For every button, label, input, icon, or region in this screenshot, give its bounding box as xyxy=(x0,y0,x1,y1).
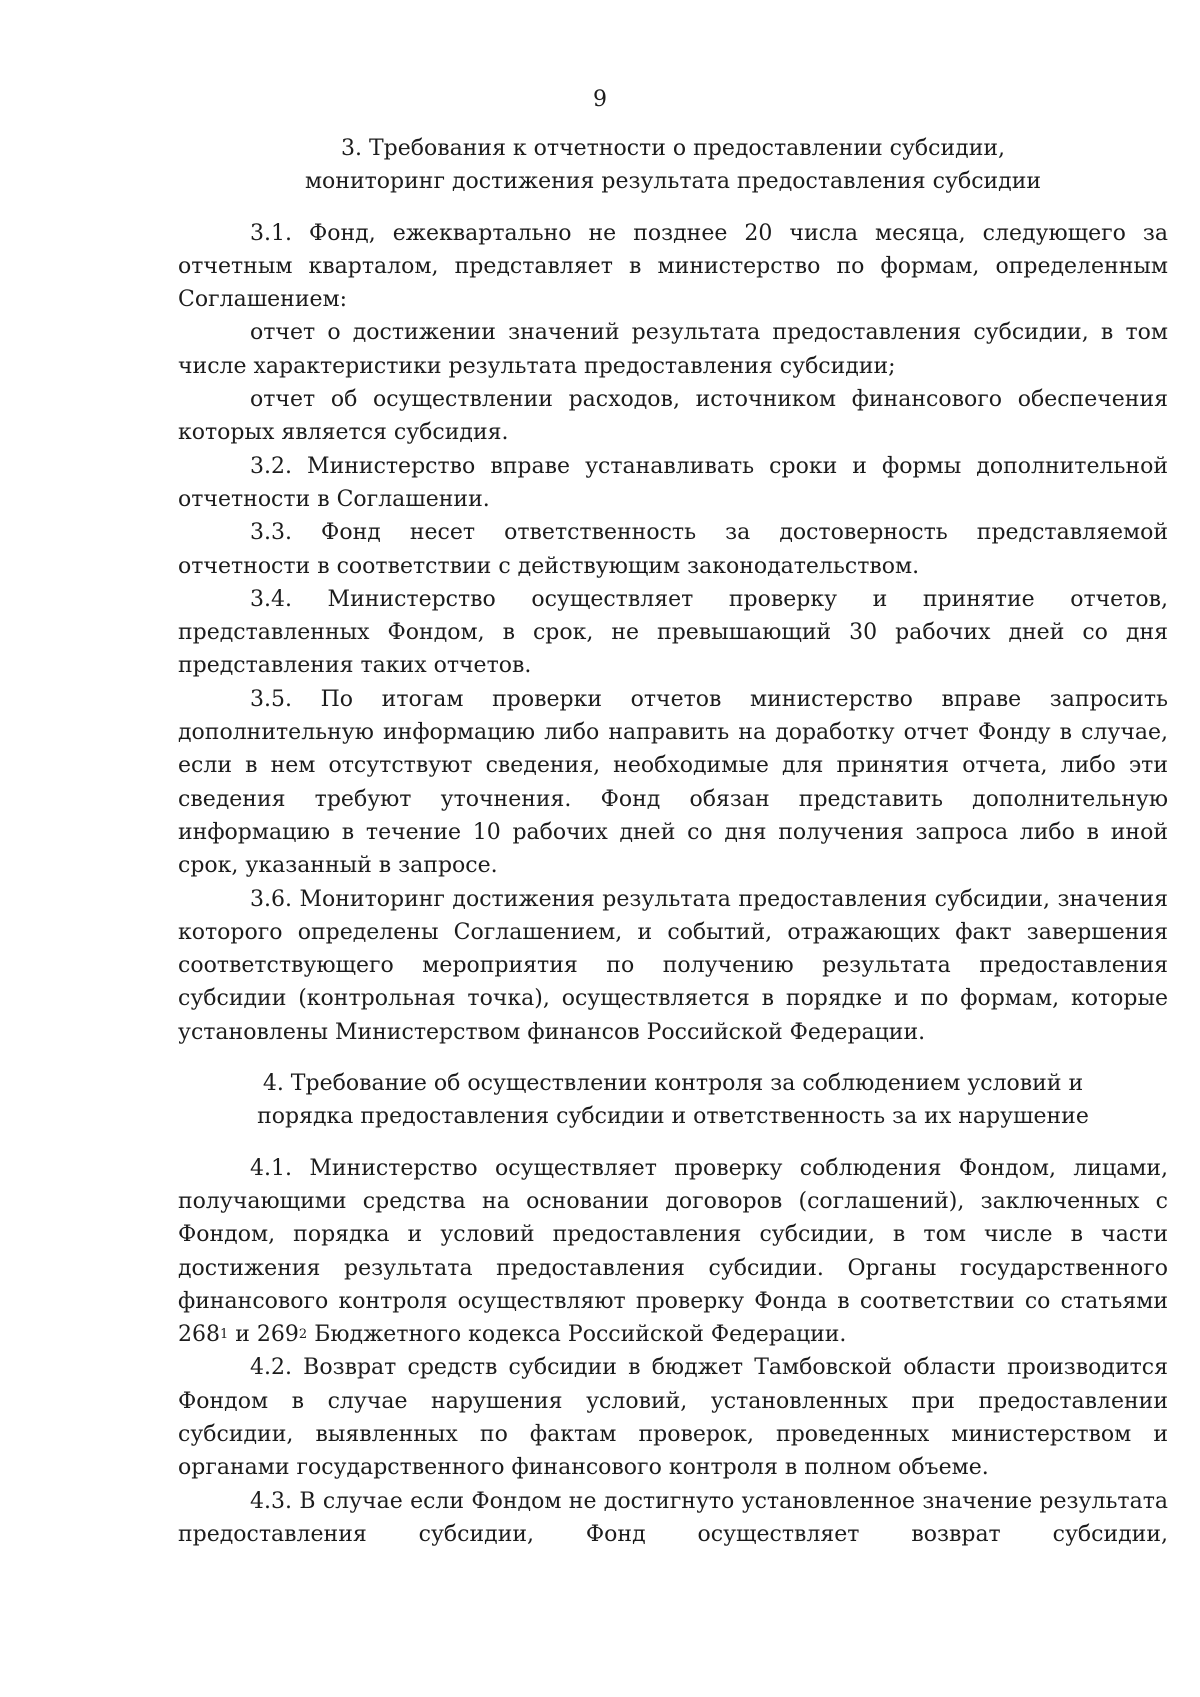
paragraph-4-1-text-before: 4.1. Министерство осуществляет проверку соблюдения Фондом, лицами, получающими средства на основании договоров (соглашений), заключенных с Фондом, порядка и условий предоставления субсидии, в том числе в части достижения результата предоставления субсидии. Органы государственного финансового контроля осуществляют проверку Фонда в соответствии со статьями 268 xyxy=(178,1155,1168,1348)
section-4-heading-line2: порядка предоставления субсидии и ответственность за их нарушение xyxy=(257,1104,1089,1130)
paragraph-4-3: 4.3. В случае если Фондом не достигнуто установленное значение результата предоставления субсидии, Фонд осуществляет возврат субсидии, xyxy=(178,1488,1168,1547)
paragraph-3-3: 3.3. Фонд несет ответственность за достоверность представляемой отчетности в соответствии с действующим законодательством. xyxy=(178,520,1168,579)
paragraph-3-1-item-1: отчет о достижении значений результата предоставления субсидии, в том числе характеристики результата предоставления субсидии; xyxy=(178,320,1168,379)
section-3-heading-line1: 3. Требования к отчетности о предоставлении субсидии, xyxy=(340,136,1006,161)
paragraph-3-4: 3.4. Министерство осуществляет проверку и принятие отчетов, представленных Фондом, в срок, не превышающий 30 рабочих дней со дня представления таких отчетов. xyxy=(178,586,1168,679)
paragraph-4-1-text-middle: и 269 xyxy=(228,1322,299,1348)
paragraph-3-2: 3.2. Министерство вправе устанавливать сроки и формы дополнительной отчетности в Соглашении. xyxy=(178,453,1168,512)
superscript-2: 2 xyxy=(298,1327,308,1343)
paragraph-4-2: 4.2. Возврат средств субсидии в бюджет Тамбовской области производится Фондом в случае нарушения условий, установленных при предоставлении субсидии, выявленных по фактам проверок, проведенных министерством и органами государственного финансового контроля в полном объеме. xyxy=(178,1355,1168,1481)
section-4-heading xyxy=(178,1067,1168,1134)
paragraph-4-1 xyxy=(178,1152,1168,1352)
section-3-heading xyxy=(178,132,1168,199)
paragraph-4-1-text-after: Бюджетного кодекса Российской Федерации. xyxy=(307,1322,847,1348)
section-4-heading-line1: 4. Требование об осуществлении контроля за соблюдением условий и xyxy=(262,1071,1084,1097)
paragraph-3-6: 3.6. Мониторинг достижения результата предоставления субсидии, значения которого определены Соглашением, и событий, отражающих факт завершения соответствующего мероприятия по получению результата предоставления субсидии (контрольная точка), осуществляется в порядке и по формам, которые установлены Министерством финансов Российской Федерации. xyxy=(178,886,1168,1045)
document-body xyxy=(178,132,1168,1551)
section-3-heading-line2: мониторинг достижения результата предоставления субсидии xyxy=(304,169,1042,195)
paragraph-3-1: 3.1. Фонд, ежеквартально не позднее 20 числа месяца, следующего за отчетным кварталом, представляет в министерство по формам, определенным Соглашением: xyxy=(178,220,1168,313)
superscript-1: 1 xyxy=(220,1327,229,1343)
page-number: 9 xyxy=(593,87,607,112)
paragraph-3-1-item-2: отчет об осуществлении расходов, источником финансового обеспечения которых является субсидия. xyxy=(178,387,1168,446)
paragraph-3-5: 3.5. По итогам проверки отчетов министерство вправе запросить дополнительную информацию либо направить на доработку отчет Фонду в случае, если в нем отсутствуют сведения, необходимые для принятия отчета, либо эти сведения требуют уточнения. Фонд обязан представить дополнительную информацию в течение 10 рабочих дней со дня получения запроса либо в иной срок, указанный в запросе. xyxy=(178,686,1168,879)
